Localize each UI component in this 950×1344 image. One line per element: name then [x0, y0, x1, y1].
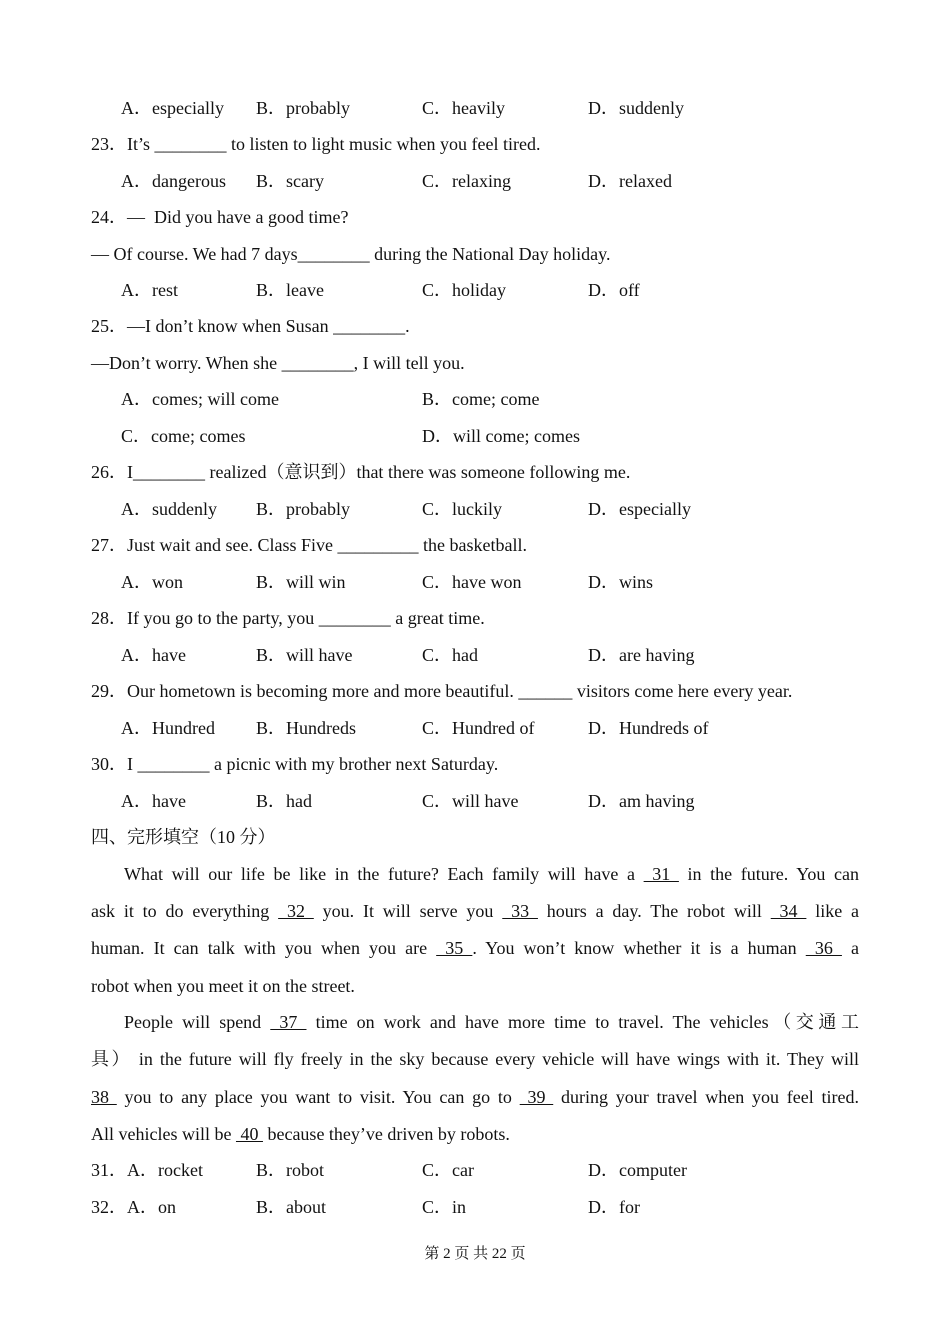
q24-option-b: B．leave — [256, 280, 324, 300]
passage-line — [91, 1086, 859, 1108]
q24-stem-reply: — Of course. We had 7 days________ during the National Day holiday. — [91, 244, 611, 264]
page-footer: 第 2 页 共 22 页 — [424, 1246, 526, 1262]
passage-line — [91, 1123, 859, 1145]
blank-40: 40 — [235, 1124, 263, 1144]
q27-option-a: A．won — [121, 572, 183, 592]
q25-stem-reply: —Don’t worry. When she ________, I will tell you. — [91, 353, 465, 373]
q26-option-a: A．suddenly — [121, 499, 217, 519]
q22-option-c: C．heavily — [422, 98, 505, 118]
q29-option-a: A．Hundred — [121, 718, 215, 738]
q29-stem: 29．Our hometown is becoming more and more beautiful. ______ visitors come here every year. — [91, 681, 793, 701]
passage-text: in the future. You can — [678, 864, 860, 884]
q26-option-c: C．luckily — [422, 499, 502, 519]
blank-36: 36 — [805, 938, 842, 958]
passage-line — [91, 937, 859, 959]
q23-stem: 23．It’s ________ to listen to light music when you feel tired. — [91, 134, 541, 154]
passage-text: because they’ve driven by robots. — [262, 1124, 510, 1144]
q31-option-b: B．robot — [256, 1160, 325, 1180]
q32-option-a: 32．A．on — [91, 1197, 176, 1217]
passage-line — [91, 863, 859, 885]
passage-text: human. It can talk with you when you are — [91, 938, 437, 958]
q22-option-a: A．especially — [121, 98, 224, 118]
blank-35: 35 — [436, 938, 473, 958]
blank-32: 32 — [278, 901, 314, 921]
q31-option-d: D．computer — [588, 1160, 687, 1180]
q28-option-a: A．have — [121, 645, 186, 665]
passage-text: ask it to do everything — [91, 901, 279, 921]
passage-text: 具） in the future will fly freely in the sky because every vehicle will have wings with it. They will — [91, 1049, 859, 1069]
q30-option-d: D．am having — [588, 791, 695, 811]
q22-option-b: B．probably — [256, 98, 350, 118]
q31-option-c: C．car — [422, 1160, 474, 1180]
passage-text: time on work and have more time to travel. The vehicles（交通工 — [306, 1012, 859, 1032]
passage-text: What will our life be like in the future? Each family will have a — [124, 864, 644, 884]
passage-text: you. It will serve you — [313, 901, 503, 921]
q29-option-c: C．Hundred of — [422, 718, 535, 738]
blank-31: 31 — [643, 864, 679, 884]
q25-option-c: C．come; comes — [121, 426, 246, 446]
q30-stem: 30．I ________ a picnic with my brother next Saturday. — [91, 754, 499, 774]
passage-line — [91, 975, 859, 997]
passage-text: a — [841, 938, 859, 958]
q28-stem: 28．If you go to the party, you ________ a great time. — [91, 608, 485, 628]
blank-38: 38 — [91, 1087, 117, 1107]
blank-34: 34 — [770, 901, 807, 921]
passage-text: you to any place you want to visit. You can go to — [116, 1087, 520, 1107]
passage-text: like a — [806, 901, 860, 921]
q32-option-c: C．in — [422, 1197, 467, 1217]
q26-option-d: D．especially — [588, 499, 691, 519]
q24-option-c: C．holiday — [422, 280, 506, 300]
q23-option-c: C．relaxing — [422, 171, 511, 191]
q25-option-a: A．comes; will come — [121, 389, 279, 409]
q27-stem: 27．Just wait and see. Class Five _________ the basketball. — [91, 535, 527, 555]
q32-option-d: D．for — [588, 1197, 640, 1217]
q28-option-b: B．will have — [256, 645, 353, 665]
passage-text: People will spend — [124, 1012, 271, 1032]
passage-text: robot when you meet it on the street. — [91, 976, 355, 996]
q24-option-d: D．off — [588, 280, 640, 300]
blank-39: 39 — [519, 1087, 554, 1107]
passage-text: hours a day. The robot will — [537, 901, 771, 921]
passage-text: during your travel when you feel tired. — [553, 1087, 859, 1107]
blank-37: 37 — [270, 1012, 307, 1032]
q25-option-b: B．come; come — [422, 389, 540, 409]
passage-line — [91, 1048, 859, 1070]
q30-option-b: B．had — [256, 791, 312, 811]
q27-option-b: B．will win — [256, 572, 346, 592]
q29-option-d: D．Hundreds of — [588, 718, 709, 738]
section-heading: 四、完形填空（10 分） — [91, 827, 276, 847]
q23-option-d: D．relaxed — [588, 171, 672, 191]
q32-option-b: B．about — [256, 1197, 326, 1217]
passage-text: . You won’t know whether it is a human — [472, 938, 806, 958]
blank-33: 33 — [502, 901, 538, 921]
q23-option-b: B．scary — [256, 171, 324, 191]
passage-text: All vehicles will be — [91, 1124, 236, 1144]
q24-stem: 24．— Did you have a good time? — [91, 207, 349, 227]
q31-option-a: 31．A．rocket — [91, 1160, 203, 1180]
q26-option-b: B．probably — [256, 499, 350, 519]
q24-option-a: A．rest — [121, 280, 178, 300]
passage-line — [91, 1011, 859, 1033]
q22-option-d: D．suddenly — [588, 98, 684, 118]
q25-stem: 25．—I don’t know when Susan ________. — [91, 316, 410, 336]
q29-option-b: B．Hundreds — [256, 718, 356, 738]
q23-option-a: A．dangerous — [121, 171, 226, 191]
q28-option-c: C．had — [422, 645, 478, 665]
q30-option-a: A．have — [121, 791, 186, 811]
q26-stem: 26．I________ realized（意识到）that there was someone following me. — [91, 462, 631, 482]
q30-option-c: C．will have — [422, 791, 519, 811]
q27-option-c: C．have won — [422, 572, 522, 592]
q28-option-d: D．are having — [588, 645, 695, 665]
q27-option-d: D．wins — [588, 572, 654, 592]
q25-option-d: D．will come; comes — [422, 426, 580, 446]
passage-line — [91, 900, 859, 922]
